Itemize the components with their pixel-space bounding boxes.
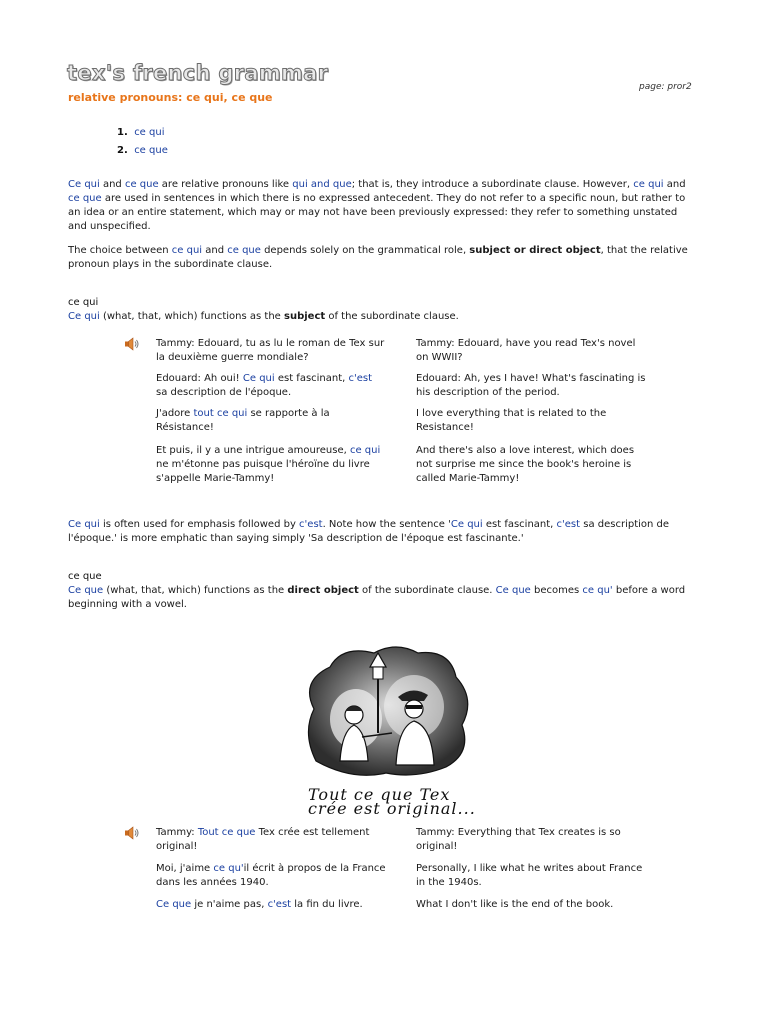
- text: are used in sentences in which there is no expressed antecedent. They do not refer to a specific noun, but rather to an idea or an entire statement, which may or may not have been previously expressed: they refer to something unstated and unspecified.: [68, 193, 686, 232]
- toc-link-ce-que[interactable]: ce que: [134, 145, 168, 156]
- dialogue-fr-line: [156, 862, 386, 890]
- cartoon-illustration: [296, 641, 476, 819]
- text: la fin du livre.: [291, 899, 363, 910]
- link-ce-qui[interactable]: ce qui: [171, 245, 203, 256]
- toc-item-ce-qui: [117, 126, 168, 144]
- link-ce-que[interactable]: ce que: [68, 193, 102, 204]
- text: il écrit à propos de la France dans les années 1940.: [156, 863, 386, 888]
- text: The choice between: [68, 245, 172, 256]
- link-ce-que[interactable]: Ce que: [68, 585, 104, 596]
- section-heading-ce-qui: ce qui: [68, 297, 99, 308]
- text: are relative pronouns like: [158, 179, 293, 190]
- text: , that the relative pronoun plays in the subordinate clause.: [68, 245, 688, 270]
- text: est fascinant,: [482, 519, 557, 530]
- dialogue-fr-line: [156, 337, 386, 365]
- link-ce-que[interactable]: ce que: [124, 179, 159, 190]
- page-title: relative pronouns: ce qui, ce que: [68, 91, 273, 104]
- text: of the subordinate clause.: [325, 311, 459, 322]
- text: (what, that, which) functions as the: [99, 311, 285, 322]
- toc-number: 1.: [117, 127, 128, 138]
- cartoon-drawing: [296, 641, 476, 781]
- dialogue-en-line: Edouard: Ah, yes I have! What's fascinating is his description of the period.: [416, 373, 646, 398]
- page-id-label: page: pror2: [639, 82, 692, 92]
- dialogue-fr-line: [156, 407, 386, 435]
- ce-que-description: [68, 584, 698, 612]
- link-ce-que[interactable]: Ce que: [495, 585, 531, 596]
- dialogue-fr-line: [156, 372, 386, 400]
- link-ce-qui[interactable]: Ce qui: [242, 373, 275, 384]
- text: is often used for emphasis followed by: [99, 519, 300, 530]
- text: Et puis, il y a une intrigue amoureuse,: [156, 445, 350, 456]
- link-ce-qui[interactable]: Ce qui: [68, 311, 100, 322]
- link-cest[interactable]: c'est: [556, 519, 581, 530]
- text: Moi, j'aime: [156, 863, 214, 874]
- text: and: [99, 179, 125, 190]
- text: before a word beginning with a vowel.: [68, 585, 686, 610]
- link-ce-qui[interactable]: ce qui: [633, 179, 664, 190]
- link-cest[interactable]: c'est: [348, 373, 373, 384]
- link-ce-qu[interactable]: ce qu': [213, 863, 244, 874]
- ce-qui-description: [68, 310, 698, 324]
- link-ce-qui[interactable]: Ce qui: [68, 519, 100, 530]
- text: . Note how the sentence ': [322, 519, 451, 530]
- text: and: [663, 179, 686, 190]
- text: Tammy: Edouard, tu as lu le roman de Tex sur la deuxième guerre mondiale?: [156, 338, 385, 363]
- link-qui-que[interactable]: qui and que: [292, 179, 352, 190]
- link-ce-qui[interactable]: ce qui: [349, 445, 381, 456]
- toc-number: 2.: [117, 145, 128, 156]
- dialogue-fr-line: [156, 826, 386, 854]
- dialogue-en-line: I love everything that is related to the Resistance!: [416, 408, 607, 433]
- link-tout-ce-qui[interactable]: tout ce qui: [193, 408, 248, 419]
- text: depends solely on the grammatical role,: [260, 245, 470, 256]
- dialogue-fr-line: [156, 898, 386, 912]
- text: and: [202, 245, 228, 256]
- cartoon-caption-line: crée est original...: [308, 799, 476, 818]
- text: sa description de l'époque.' is more emphatic than saying simply 'Sa description de l'époque est fascinante.': [68, 519, 670, 544]
- speaker-icon[interactable]: [124, 826, 140, 840]
- bold-text: direct object: [287, 585, 359, 596]
- text: Tex crée est tellement original!: [156, 827, 370, 852]
- text: Edouard: Ah oui!: [156, 373, 243, 384]
- toc-link-ce-qui[interactable]: ce qui: [134, 127, 165, 138]
- text: becomes: [530, 585, 583, 596]
- text: ne m'étonne pas puisque l'héroïne du livre s'appelle Marie-Tammy!: [156, 459, 370, 484]
- dialogue-en-line: Personally, I like what he writes about France in the 1940s.: [416, 863, 643, 888]
- link-ce-qu[interactable]: ce qu': [582, 585, 613, 596]
- link-tout-ce-que[interactable]: Tout ce que: [197, 827, 256, 838]
- table-of-contents: [117, 126, 168, 162]
- link-ce-qui[interactable]: Ce qui: [68, 179, 100, 190]
- text: je n'aime pas,: [191, 899, 268, 910]
- intro-paragraph: [68, 178, 698, 234]
- link-ce-qui[interactable]: Ce qui: [450, 519, 483, 530]
- speaker-icon[interactable]: [124, 337, 140, 351]
- text: sa description de l'époque.: [156, 387, 292, 398]
- section-heading-ce-que: ce que: [68, 571, 102, 582]
- dialogue-fr-line: [156, 444, 386, 486]
- emphasis-paragraph: [68, 518, 698, 546]
- site-logo[interactable]: tex's french grammar: [67, 61, 329, 85]
- link-ce-que[interactable]: Ce que: [156, 899, 192, 910]
- bold-text: subject: [284, 311, 326, 322]
- text: J'adore: [156, 408, 194, 419]
- text: of the subordinate clause.: [358, 585, 496, 596]
- text: se rapporte à la Résistance!: [156, 408, 330, 433]
- dialogue-en-line: Tammy: Everything that Tex creates is so original!: [416, 827, 621, 852]
- dialogue-en-line: And there's also a love interest, which does not surprise me since the book's heroine is called Marie-Tammy!: [416, 445, 635, 484]
- text: Tammy:: [156, 827, 198, 838]
- toc-item-ce-que: [117, 144, 168, 162]
- choice-paragraph: [68, 244, 698, 272]
- link-cest[interactable]: c'est: [267, 899, 292, 910]
- bold-text: subject or direct object: [469, 245, 601, 256]
- dialogue-en-line: What I don't like is the end of the book.: [416, 899, 614, 910]
- text: est fascinant,: [274, 373, 349, 384]
- link-cest[interactable]: c'est: [299, 519, 323, 530]
- text: (what, that, which) functions as the: [103, 585, 288, 596]
- link-ce-que[interactable]: ce que: [227, 245, 261, 256]
- text: ; that is, they introduce a subordinate clause. However,: [351, 179, 634, 190]
- dialogue-en-line: Tammy: Edouard, have you read Tex's novel on WWII?: [416, 338, 636, 363]
- cartoon-caption-line: Tout ce que Tex: [308, 785, 451, 804]
